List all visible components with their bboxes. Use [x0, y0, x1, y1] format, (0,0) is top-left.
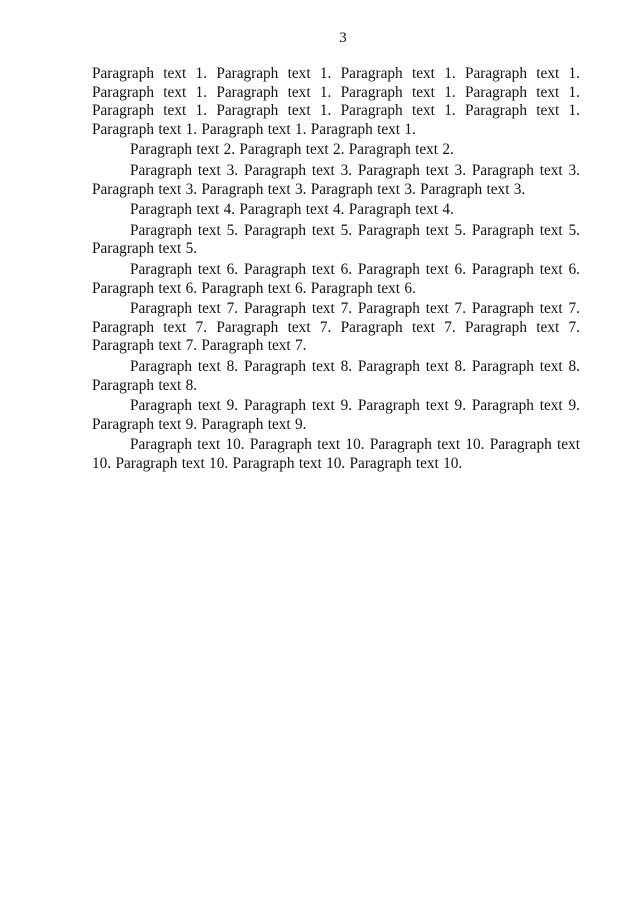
- paragraph-criterion-2: Paragraph text 4. Paragraph text 4. Paragraph text 4.: [130, 201, 454, 219]
- paragraph-13: Paragraph text 9. Paragraph text 9. Paragraph text 9. Paragraph text 9. Paragraph text 9. Paragraph text 9.: [92, 397, 580, 433]
- paragraph-criterion-3: Paragraph text 5. Paragraph text 5. Paragraph text 5. Paragraph text 5. Paragraph text 5.: [92, 221, 580, 258]
- page-number: 3: [339, 30, 347, 46]
- paragraph-9-criteria: Paragraph text 2. Paragraph text 2. Paragraph text 2.: [130, 141, 454, 159]
- paragraph-11: Paragraph text 7. Paragraph text 7. Paragraph text 7. Paragraph text 7. Paragraph text 7. Paragraph text 7. Paragraph text 7. Paragraph text 7. Paragraph text 7. Paragraph text 7.: [92, 300, 580, 355]
- paragraph-14: Paragraph text 10. Paragraph text 10. Paragraph text 10. Paragraph text 10. Paragraph text 10. Paragraph text 10. Paragraph text 10.: [92, 436, 580, 472]
- paragraph-criterion-1: Paragraph text 3. Paragraph text 3. Paragraph text 3. Paragraph text 3. Paragraph text 3. Paragraph text 3. Paragraph text 3. Paragraph text 3.: [92, 161, 580, 198]
- paragraph-procurement-continuation: Paragraph text 1. Paragraph text 1. Paragraph text 1. Paragraph text 1. Paragraph text 1. Paragraph text 1. Paragraph text 1. Paragraph text 1. Paragraph text 1. Paragraph text 1. Paragraph text 1. Paragraph text 1. Paragraph text 1. Paragraph text 1. Paragraph text 1.: [92, 65, 580, 138]
- paragraph-12: Paragraph text 8. Paragraph text 8. Paragraph text 8. Paragraph text 8. Paragraph text 8.: [92, 357, 580, 394]
- paragraph-10: Paragraph text 6. Paragraph text 6. Paragraph text 6. Paragraph text 6. Paragraph text 6. Paragraph text 6. Paragraph text 6.: [92, 260, 580, 297]
